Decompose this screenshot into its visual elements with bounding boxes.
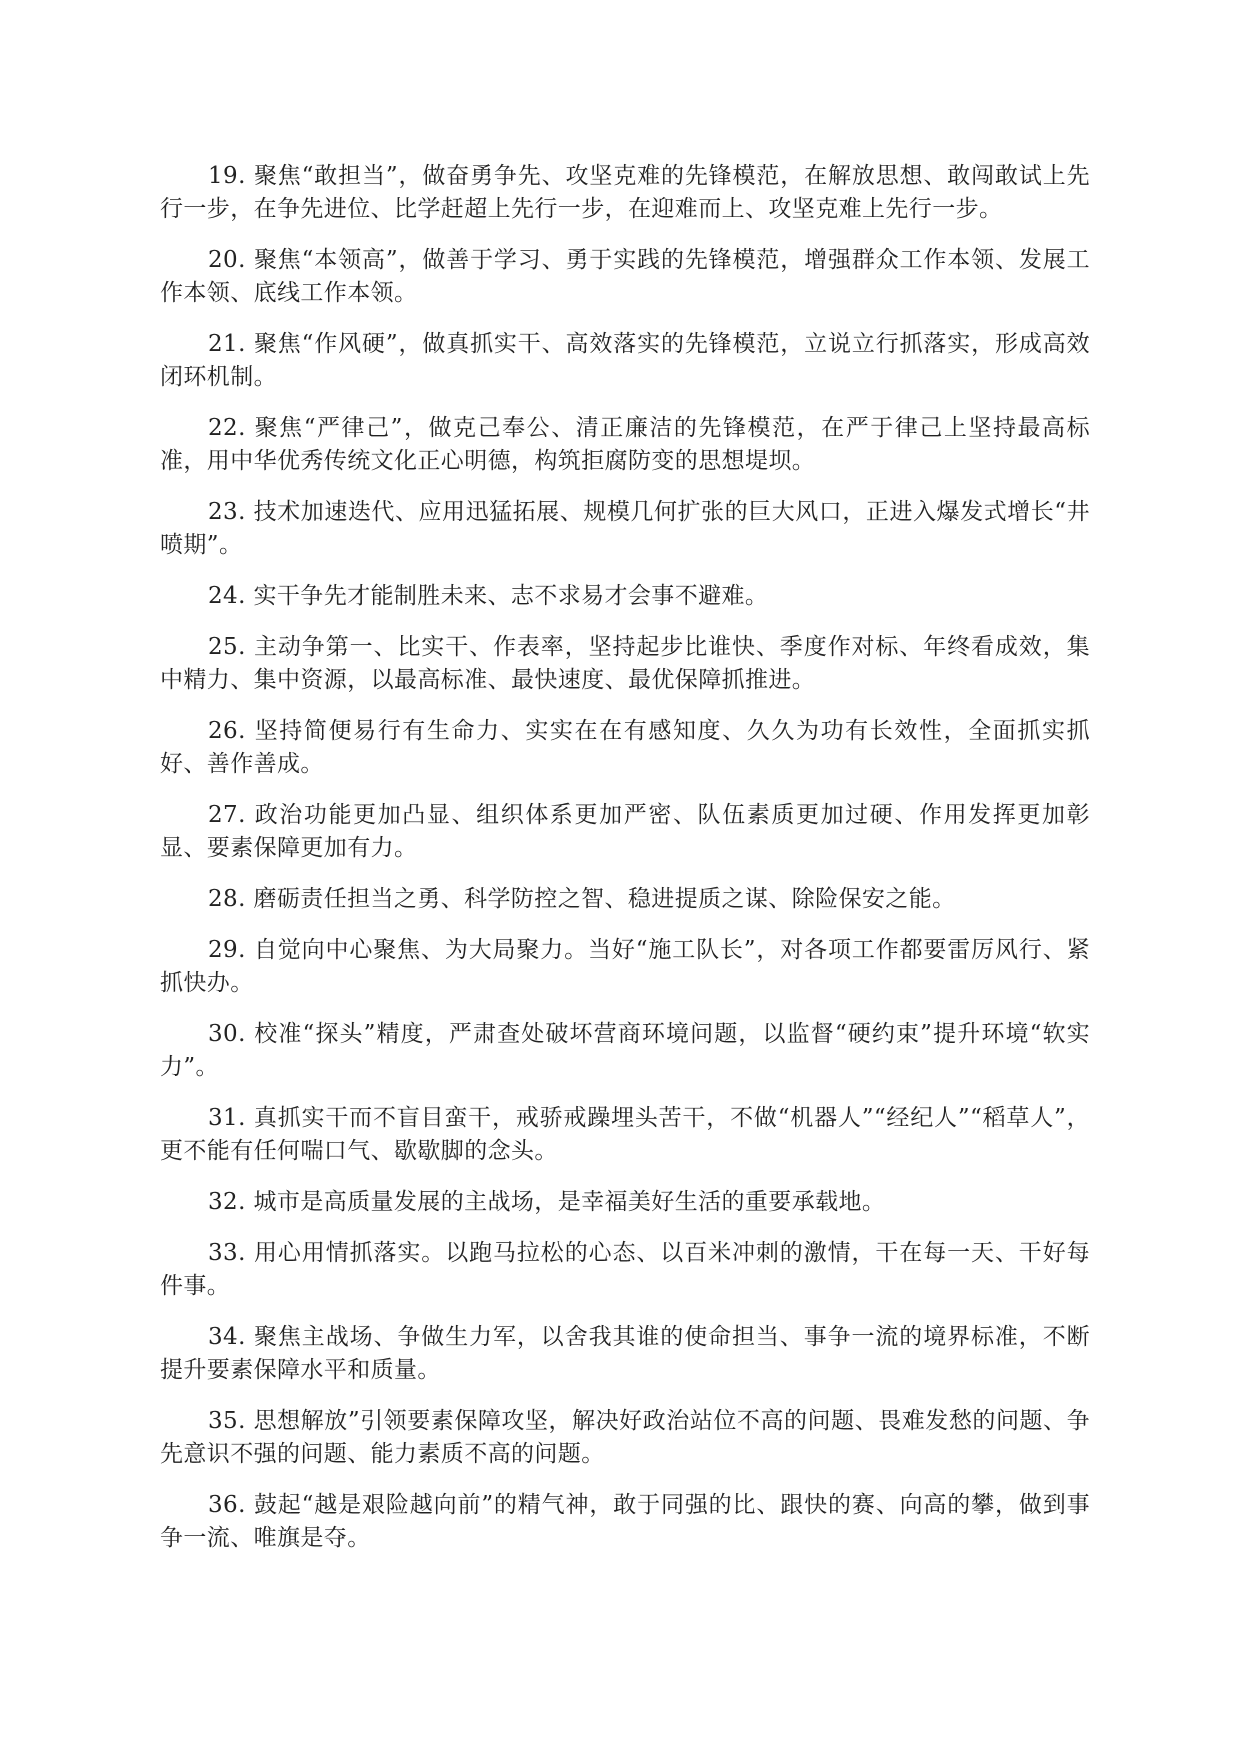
paragraph-26: 26. 坚持简便易行有生命力、实实在在有感知度、久久为功有长效性，全面抓实抓好、善作善成。	[160, 718, 1090, 777]
paragraph-22: 22. 聚焦“严律己”，做克己奉公、清正廉洁的先锋模范，在严于律己上坚持最高标准，用中华优秀传统文化正心明德，构筑拒腐防变的思想堤坝。	[160, 415, 1090, 474]
paragraph-30: 30. 校准“探头”精度，严肃查处破坏营商环境问题，以监督“硬约束”提升环境“软实力”。	[160, 1021, 1090, 1080]
paragraph-23: 23. 技术加速迭代、应用迅猛拓展、规模几何扩张的巨大风口，正进入爆发式增长“井喷期”。	[160, 499, 1090, 558]
paragraph-21: 21. 聚焦“作风硬”，做真抓实干、高效落实的先锋模范，立说立行抓落实，形成高效闭环机制。	[160, 331, 1090, 390]
paragraph-33: 33. 用心用情抓落实。以跑马拉松的心态、以百米冲刺的激情，干在每一天、干好每件事。	[160, 1240, 1090, 1299]
paragraph-25: 25. 主动争第一、比实干、作表率，坚持起步比谁快、季度作对标、年终看成效，集中精力、集中资源，以最高标准、最快速度、最优保障抓推进。	[160, 634, 1090, 693]
paragraph-28: 28. 磨砺责任担当之勇、科学防控之智、稳进提质之谋、除险保安之能。	[208, 886, 956, 912]
paragraph-19: 19. 聚焦“敢担当”，做奋勇争先、攻坚克难的先锋模范，在解放思想、敢闯敢试上先行一步，在争先进位、比学赶超上先行一步，在迎难而上、攻坚克难上先行一步。	[160, 163, 1090, 222]
paragraph-27: 27. 政治功能更加凸显、组织体系更加严密、队伍素质更加过硬、作用发挥更加彰显、要素保障更加有力。	[160, 802, 1090, 861]
paragraph-32: 32. 城市是高质量发展的主战场，是幸福美好生活的重要承载地。	[208, 1189, 886, 1215]
paragraph-20: 20. 聚焦“本领高”，做善于学习、勇于实践的先锋模范，增强群众工作本领、发展工作本领、底线工作本领。	[160, 247, 1090, 306]
paragraph-36: 36. 鼓起“越是艰险越向前”的精气神，敢于同强的比、跟快的赛、向高的攀，做到事争一流、唯旗是夺。	[160, 1492, 1090, 1551]
document-page	[160, 160, 1090, 1573]
paragraph-29: 29. 自觉向中心聚焦、为大局聚力。当好“施工队长”，对各项工作都要雷厉风行、紧抓快办。	[160, 937, 1090, 996]
paragraph-34: 34. 聚焦主战场、争做生力军，以舍我其谁的使命担当、事争一流的境界标准，不断提升要素保障水平和质量。	[160, 1324, 1090, 1383]
paragraph-35: 35. 思想解放”引领要素保障攻坚，解决好政治站位不高的问题、畏难发愁的问题、争先意识不强的问题、能力素质不高的问题。	[160, 1408, 1090, 1467]
paragraph-31: 31. 真抓实干而不盲目蛮干，戒骄戒躁埋头苦干，不做“机器人”“经纪人”“稻草人”，更不能有任何喘口气、歇歇脚的念头。	[160, 1105, 1090, 1164]
paragraph-24: 24. 实干争先才能制胜未来、志不求易才会事不避难。	[208, 583, 769, 609]
